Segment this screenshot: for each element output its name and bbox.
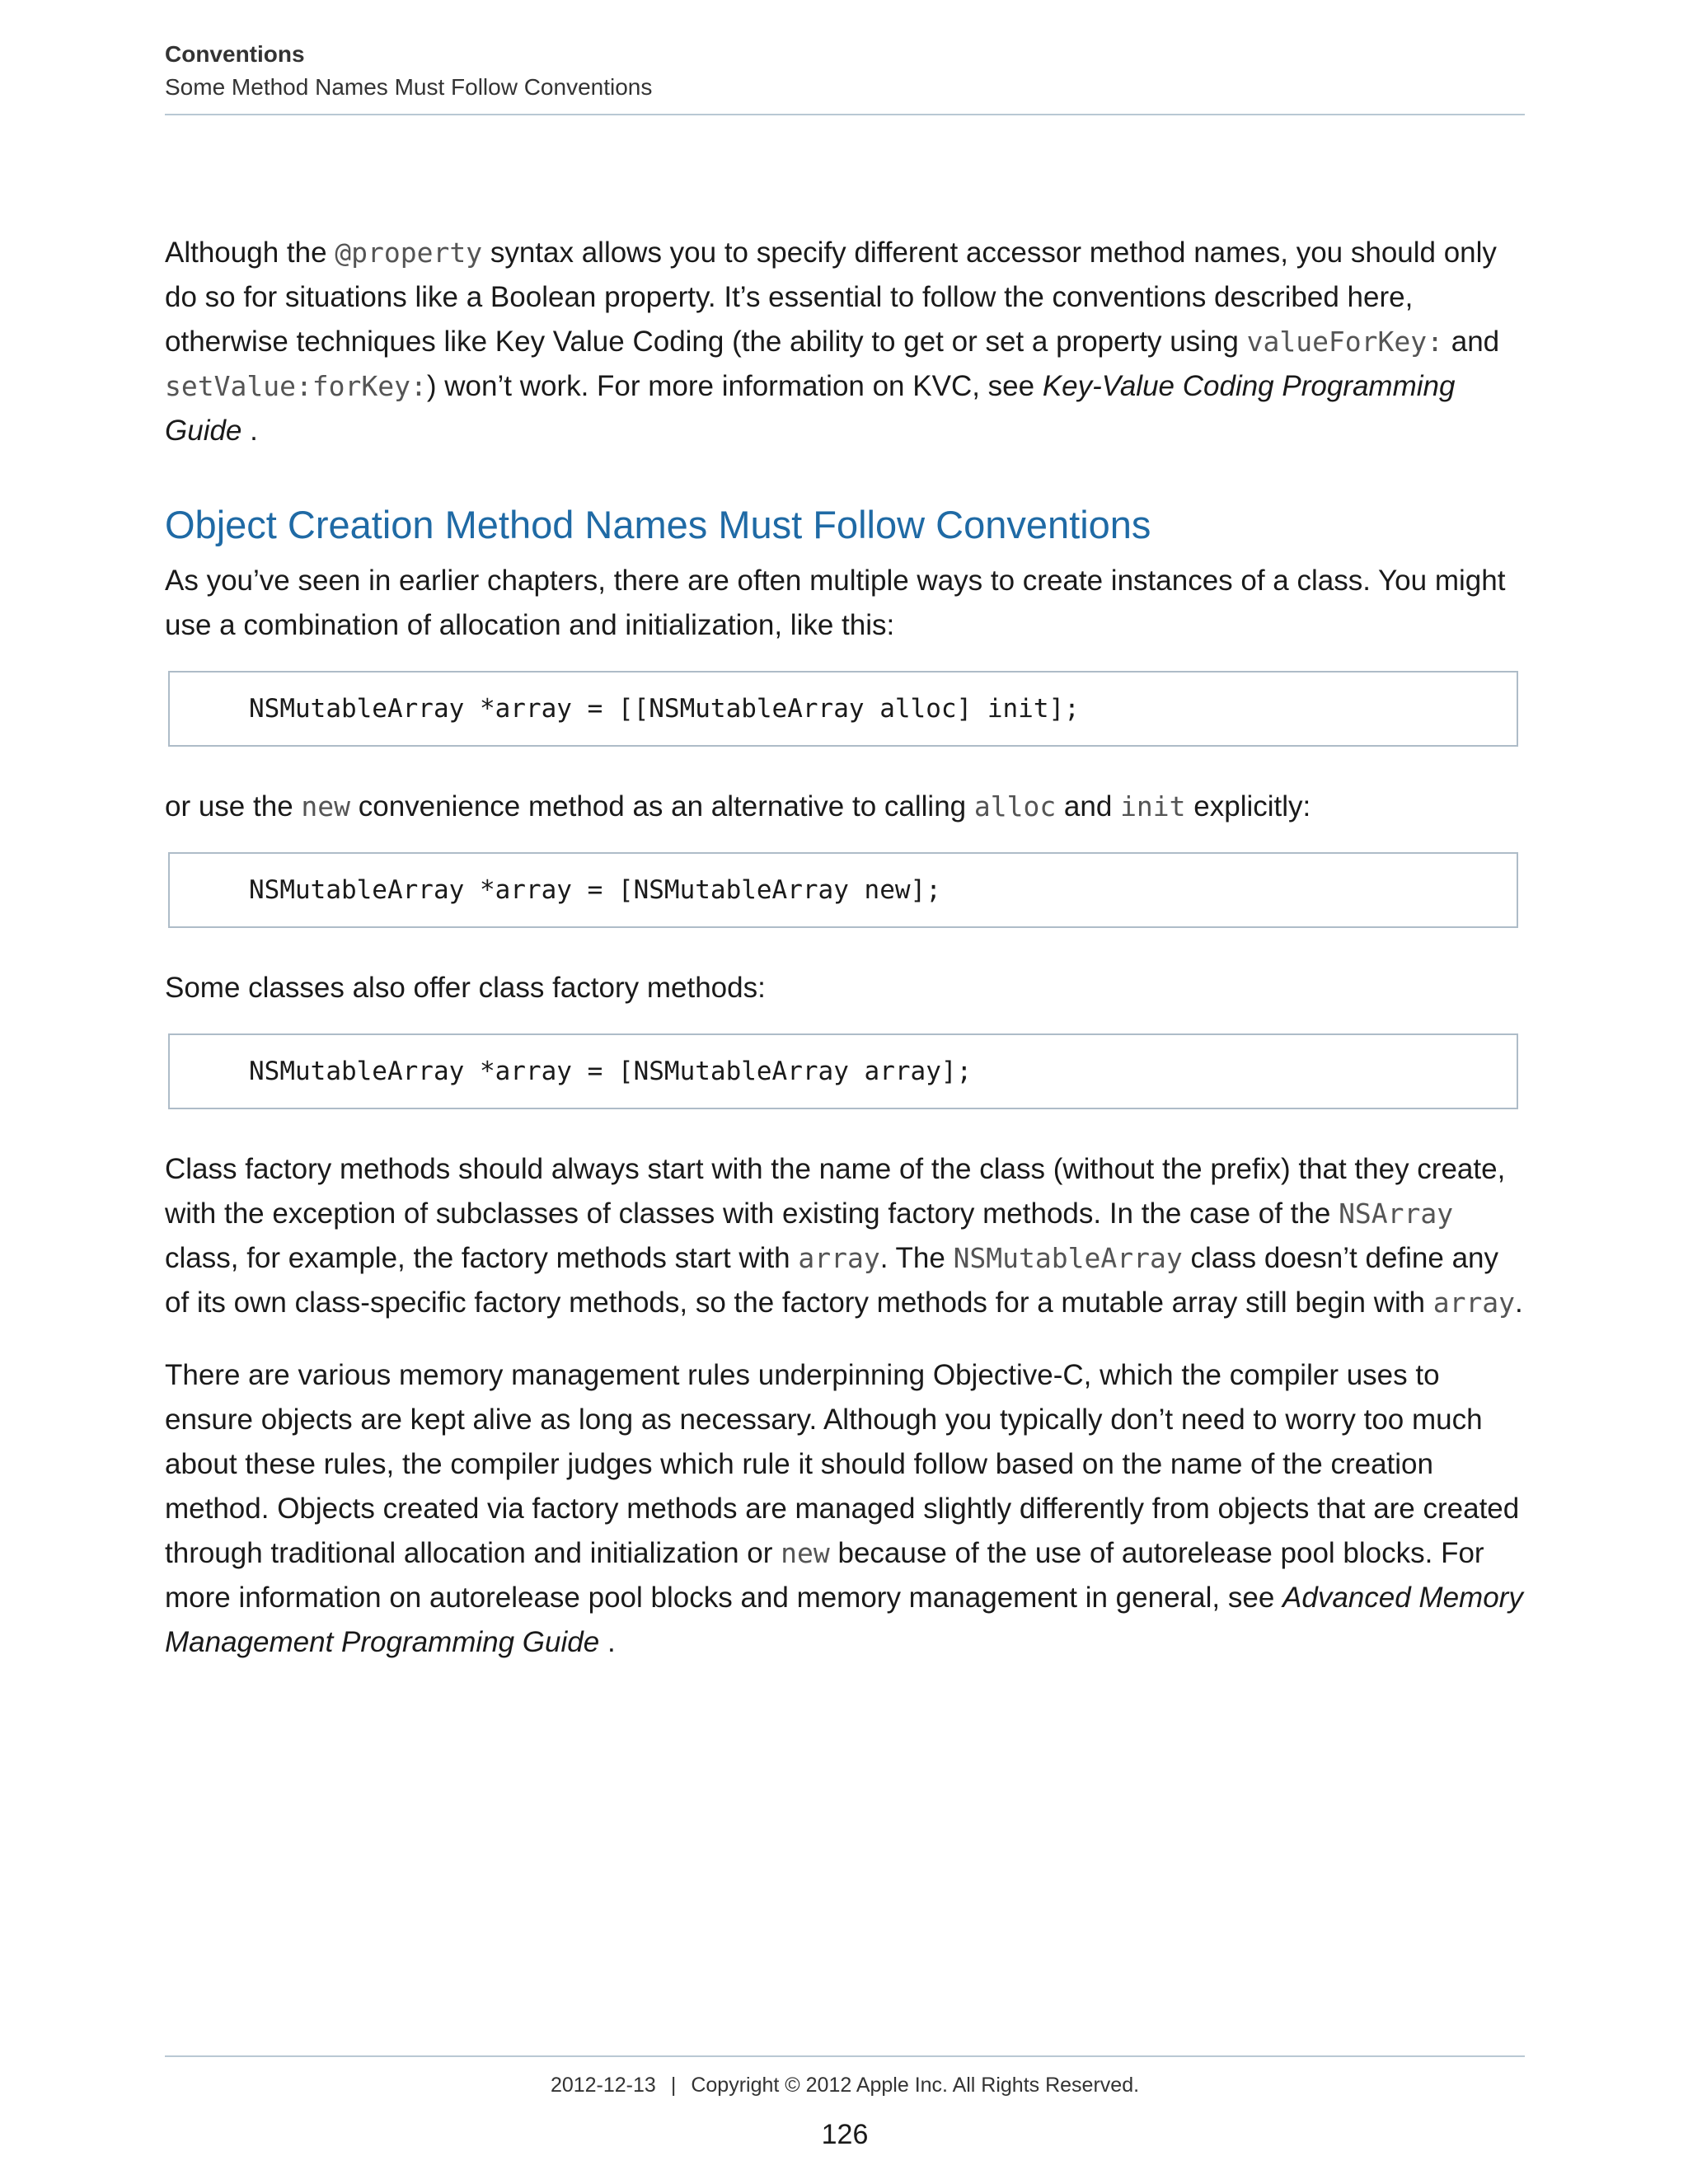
inline-code-setvalue-forkey: setValue:forKey: (165, 370, 427, 402)
header-chapter-title: Conventions (165, 41, 305, 67)
text-run: because of the use of autorelease pool blocks. For more information on autorelease pool blocks and memory management in general, see (165, 1537, 1484, 1614)
footer-divider (165, 2055, 1525, 2057)
inline-code-nsarray: NSArray (1339, 1197, 1454, 1230)
text-run: There are various memory management rules underpinning Objective-C, which the compiler uses to ensure objects are kept alive as long as necessary. Although you typically don’t need to worry too much about these rules, the compiler judges which rule it should follow based on the name of the creation method. Objects created via factory methods are managed slightly differently from objects that are created through traditional allocation and initialization or (165, 1359, 1520, 1569)
page-number: 126 (821, 2119, 869, 2150)
text-run: ) won’t work. For more information on KVC, see (426, 370, 1043, 402)
text-run: . (1515, 1286, 1523, 1319)
text-run: . (241, 415, 258, 447)
text-run: Although the (165, 237, 335, 269)
text-run: syntax allows you to specify different accessor method names, you should only do so for situations like a Boolean property. It’s essential to follow the conventions described here, otherwise techniques like Key Value Coding (the ability to get or set a property using (165, 237, 1497, 358)
text-run: class, for example, the factory methods start with (165, 1242, 799, 1274)
text-run: explicitly: (1185, 790, 1311, 823)
paragraph-creation-intro: As you’ve seen in earlier chapters, there are often multiple ways to create instances of a class. You might use a combination of allocation and initialization, like this: (165, 565, 1506, 641)
text-run: . The (879, 1242, 954, 1274)
inline-code-valueforkey: valueForKey: (1246, 326, 1444, 358)
header-divider (165, 114, 1525, 115)
paragraph-factory-intro: Some classes also offer class factory methods: (165, 972, 766, 1004)
code-text: NSMutableArray *array = [NSMutableArray array]; (249, 1057, 973, 1086)
footer-date: 2012-12-13 (550, 2074, 656, 2097)
code-text: NSMutableArray *array = [NSMutableArray new]; (249, 875, 941, 905)
paragraph-new-method (165, 785, 1525, 829)
section-heading: Object Creation Method Names Must Follow Conventions (165, 503, 1151, 546)
inline-code-array: array (1432, 1286, 1516, 1319)
text-run: and (1056, 790, 1121, 823)
inline-code-alloc: alloc (973, 790, 1057, 823)
footer-separator: | (670, 2074, 677, 2097)
inline-code-nsmutablearray: NSMutableArray (953, 1242, 1183, 1274)
paragraph-accessor-names (165, 231, 1525, 453)
code-listing-factory (168, 1033, 1518, 1109)
text-run: Class factory methods should always start with the name of the class (without the prefix) that they create, with the exception of subclasses of classes with existing factory methods. In the case of the (165, 1153, 1506, 1230)
inline-code-init: init (1120, 790, 1186, 823)
text-run: convenience method as an alternative to calling (350, 790, 974, 823)
text-run: or use the (165, 790, 302, 823)
text-run: . (599, 1626, 616, 1658)
running-header (165, 38, 1525, 104)
inline-code-property: @property (335, 237, 483, 269)
header-section-title: Some Method Names Must Follow Conventions (165, 74, 653, 100)
text-run: and (1443, 326, 1500, 358)
link-kvc-guide[interactable]: Key-Value Coding Programming Guide (165, 370, 1456, 447)
main-content (165, 231, 1525, 1693)
paragraph-factory-naming (165, 1147, 1525, 1325)
footer-copyright: Copyright © 2012 Apple Inc. All Rights Reserved. (691, 2074, 1140, 2097)
link-memory-management-guide[interactable]: Advanced Memory Management Programming Guide (165, 1582, 1523, 1658)
code-listing-new (168, 852, 1518, 928)
inline-code-new: new (301, 790, 350, 823)
text-run: class doesn’t define any of its own class-specific factory methods, so the factory methods for a mutable array still begin with (165, 1242, 1499, 1319)
inline-code-new: new (781, 1537, 830, 1569)
footer (165, 2070, 1525, 2100)
code-listing-alloc-init (168, 671, 1518, 747)
inline-code-array: array (798, 1242, 880, 1274)
code-text: NSMutableArray *array = [[NSMutableArray alloc] init]; (249, 694, 1080, 724)
paragraph-memory-management (165, 1353, 1525, 1665)
